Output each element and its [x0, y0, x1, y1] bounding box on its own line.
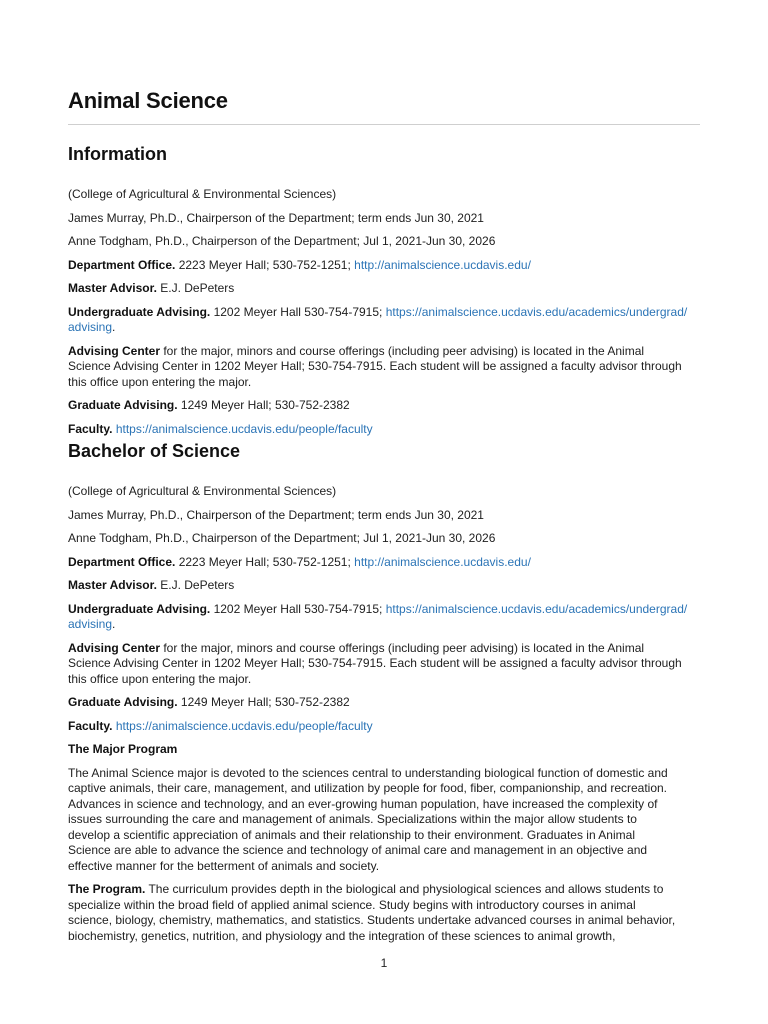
- undergraduate-advising: Undergraduate Advising. 1202 Meyer Hall 530-754-7915; https://animalscience.ucdavis.edu/academics/undergrad/ advising.: [68, 304, 688, 334]
- undergrad-advising-link-cont[interactable]: advising: [68, 320, 113, 334]
- chair-todgham: Anne Todgham, Ph.D., Chairperson of the Department; Jul 1, 2021-Jun 30, 2026: [68, 234, 496, 248]
- advising-center: Advising Center for the major, minors and course offerings (including peer advising) is located in the Animal Science Advising Center in 1202 Meyer Hall; 530-754-7915. Each student will be assigned a faculty advisor through this office upon entering the major.: [68, 343, 682, 389]
- bachelor-section: [68, 440, 700, 952]
- master-advisor: Master Advisor. E.J. DePeters: [68, 281, 235, 295]
- bs-college-line: (College of Agricultural & Environmental Sciences): [68, 484, 337, 498]
- bs-department-office: Department Office. 2223 Meyer Hall; 530-752-1251; http://animalscience.ucdavis.edu/: [68, 554, 531, 569]
- major-program-text: The Animal Science major is devoted to the sciences central to understanding biological function of domestic and captive animals, their care, management, and utilization by people for food, fiber, companionship, and recreation. Advances in science and technology, and an ever-growing human population, have increased the complexity of issues surrounding the care and management of animals. Specializations within the major allow students to develop a scientific appreciation of animals and their relationship to their environment. Graduates in Animal Science are able to advance the science and technology of animal care and management in an objective and effective manner for the betterment of animals and society.: [68, 765, 668, 873]
- faculty: Faculty. https://animalscience.ucdavis.edu/people/faculty: [68, 421, 373, 436]
- bs-chair-todgham: Anne Todgham, Ph.D., Chairperson of the Department; Jul 1, 2021-Jun 30, 2026: [68, 531, 496, 545]
- program-text: The Program. The curriculum provides depth in the biological and physiological sciences and allows students to specialize within the broad field of applied animal science. Study begins with introductory courses in animal science, biology, chemistry, mathematics, and statistics. Students undertake advanced courses in animal behavior, biochemistry, genetics, nutrition, and physiology and the integration of these sciences to animal growth,: [68, 882, 676, 943]
- bs-faculty-link[interactable]: https://animalscience.ucdavis.edu/people/faculty: [115, 718, 373, 733]
- bs-graduate-advising: Graduate Advising. 1249 Meyer Hall; 530-752-2382: [68, 695, 350, 709]
- bs-chair-murray: James Murray, Ph.D., Chairperson of the Department; term ends Jun 30, 2021: [68, 507, 484, 522]
- bs-department-link[interactable]: http://animalscience.ucdavis.edu/: [354, 554, 531, 569]
- bs-advising-center: Advising Center for the major, minors and course offerings (including peer advising) is located in the Animal Science Advising Center in 1202 Meyer Hall; 530-754-7915. Each student will be assigned a faculty advisor through this office upon entering the major.: [68, 640, 682, 686]
- department-office: Department Office. 2223 Meyer Hall; 530-752-1251; http://animalscience.ucdavis.edu/: [68, 257, 531, 272]
- department-link[interactable]: http://animalscience.ucdavis.edu/: [354, 257, 531, 272]
- graduate-advising: Graduate Advising. 1249 Meyer Hall; 530-752-2382: [68, 398, 350, 412]
- undergrad-advising-link[interactable]: https://animalscience.ucdavis.edu/academics/undergrad/: [385, 304, 688, 319]
- bs-undergraduate-advising: Undergraduate Advising. 1202 Meyer Hall 530-754-7915; https://animalscience.ucdavis.edu/academics/undergrad/ advising.: [68, 601, 688, 631]
- title-divider: [68, 124, 700, 125]
- bs-undergrad-advising-link[interactable]: https://animalscience.ucdavis.edu/academics/undergrad/: [385, 601, 688, 616]
- college-line: (College of Agricultural & Environmental Sciences): [68, 187, 337, 201]
- information-section: [68, 143, 700, 445]
- chair-murray: James Murray, Ph.D., Chairperson of the Department; term ends Jun 30, 2021: [68, 210, 484, 225]
- bs-faculty: Faculty. https://animalscience.ucdavis.edu/people/faculty: [68, 718, 373, 733]
- information-heading: Information: [68, 144, 167, 164]
- page-title: Animal Science: [68, 88, 228, 113]
- faculty-link[interactable]: https://animalscience.ucdavis.edu/people/faculty: [115, 421, 373, 436]
- bs-undergrad-advising-link-cont[interactable]: advising: [68, 617, 113, 631]
- major-program-heading: The Major Program: [68, 742, 178, 756]
- bachelor-heading: Bachelor of Science: [68, 441, 241, 461]
- page-number: 1: [380, 956, 388, 970]
- bs-master-advisor: Master Advisor. E.J. DePeters: [68, 578, 235, 592]
